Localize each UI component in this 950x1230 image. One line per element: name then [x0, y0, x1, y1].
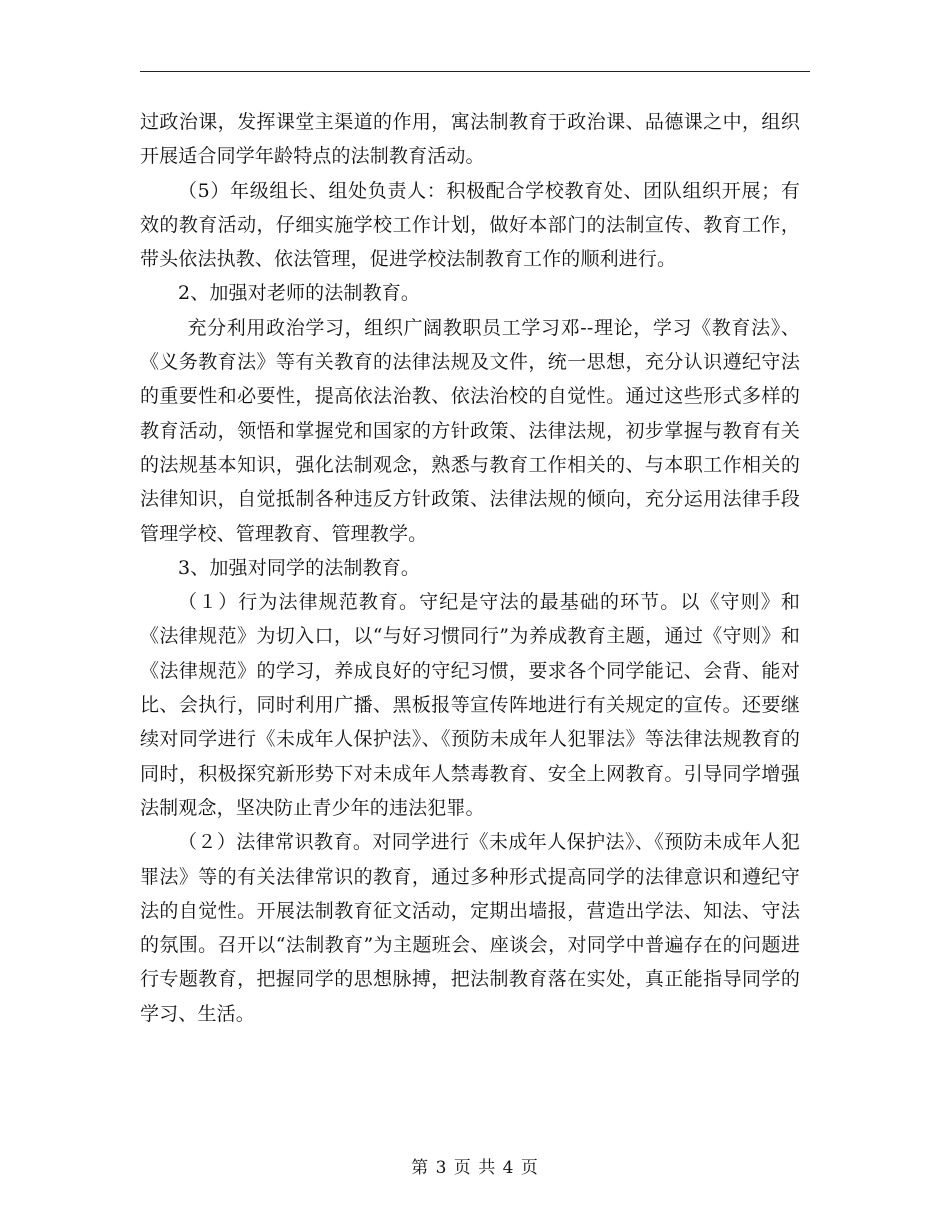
paragraph-teacher-education: 充分利用政治学习，组织广阔教职员工学习邓--理论，学习《教育法》、《义务教育法》等有关教育的法律法规及文件，统一思想，充分认识遵纪守法的重要性和必要性，提高依法治教、依法治校的自觉性。通过这些形式多样的教育活动，领悟和掌握党和国家的方针政策、法律法规，初步掌握与教育有关的法规基本知识，强化法制观念，熟悉与教育工作相关的、与本职工作相关的法律知识，自觉抵制各种违反方针政策、法律法规的倾向，充分运用法律手段管理学校、管理教育、管理教学。: [140, 316, 800, 545]
paragraph-legal-knowledge: （２）法律常识教育。对同学进行《未成年人保护法》、《预防未成年人犯罪法》等的有关法律常识的教育，通过多种形式提高同学的法律意识和遵纪守法的自觉性。开展法制教育征文活动，定期出墙报，营造出学法、知法、守法的氛围。召开以“法制教育”为主题班会、座谈会，对同学中普遍存在的问题进行专题教育，把握同学的思想脉搏，把法制教育落在实处，真正能指导同学的学习、生活。: [140, 831, 800, 1025]
section-heading-students: 3、加强对同学的法制教育。: [178, 556, 421, 579]
section-heading-teachers: 2、加强对老师的法制教育。: [178, 282, 421, 305]
document-body: [140, 105, 800, 1031]
paragraph-continuation: 过政治课，发挥课堂主渠道的作用，寓法制教育于政治课、品德课之中，组织开展适合同学年龄特点的法制教育活动。: [140, 111, 800, 168]
header-rule: [140, 71, 810, 72]
paragraph-grade-leaders: （5）年级组长、组处负责人：积极配合学校教育处、团队组织开展；有效的教育活动，仔细实施学校工作计划，做好本部门的法制宣传、教育工作，带头依法执教、依法管理，促进学校法制教育工作的顺利进行。: [140, 179, 800, 271]
paragraph-behavior-norms: （１）行为法律规范教育。守纪是守法的最基础的环节。以《守则》和《法律规范》为切入口，以“与好习惯同行”为养成教育主题，通过《守则》和《法律规范》的学习，养成良好的守纪习惯，要求各个同学能记、会背、能对比、会执行，同时利用广播、黑板报等宣传阵地进行有关规定的宣传。还要继续对同学进行《未成年人保护法》、《预防未成年人犯罪法》等法律法规教育的同时，积极探究新形势下对未成年人禁毒教育、安全上网教育。引导同学增强法制观念，坚决防止青少年的违法犯罪。: [140, 591, 800, 819]
page-number-footer: 第 3 页 共 4 页: [411, 1158, 539, 1178]
